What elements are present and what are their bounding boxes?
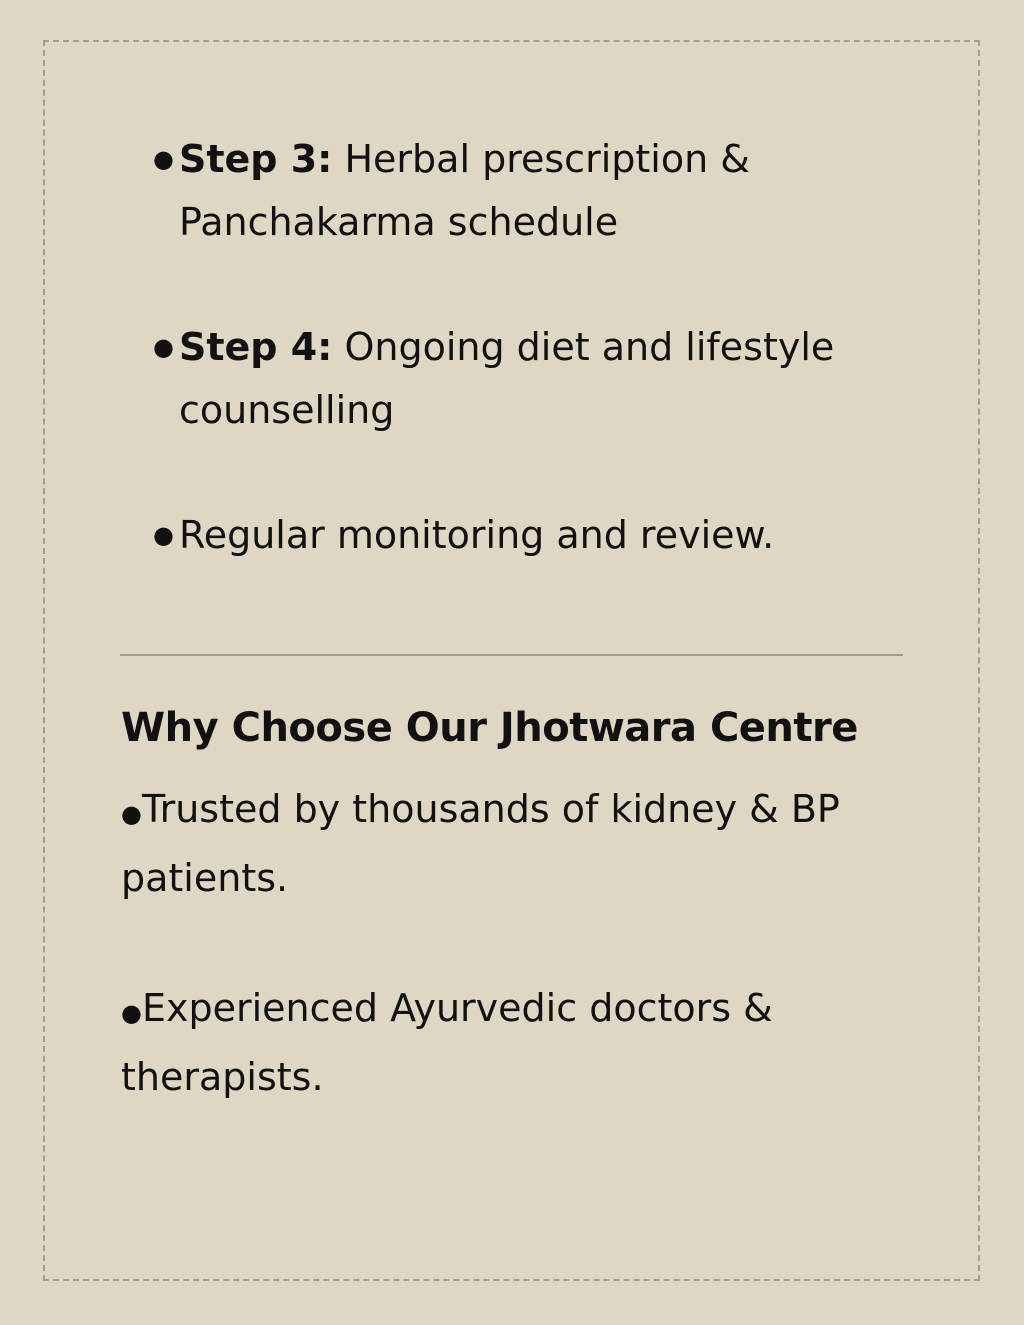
list-item-text: Experienced Ayurvedic doctors & therapists.	[121, 986, 773, 1099]
bullet-icon: ●	[153, 333, 174, 361]
list-item	[121, 976, 861, 1109]
list-item	[121, 777, 861, 910]
step-text: Regular monitoring and review.	[179, 513, 775, 557]
bullet-icon: ●	[121, 999, 142, 1027]
bullet-icon: ●	[121, 800, 142, 828]
list-item-text: Trusted by thousands of kidney & BP patients.	[121, 787, 840, 900]
bullet-icon: ●	[153, 145, 174, 173]
section-divider	[120, 654, 903, 656]
step-label: Step 4:	[179, 325, 333, 369]
bullet-icon: ●	[153, 521, 174, 549]
section-title: Why Choose Our Jhotwara Centre	[121, 705, 858, 751]
step-label: Step 3:	[179, 137, 333, 181]
step-item-monitoring	[153, 504, 853, 567]
step-item-3	[153, 128, 853, 254]
step-list	[153, 128, 853, 567]
why-choose-list	[121, 777, 861, 1109]
step-item-4	[153, 316, 853, 442]
step-text: Herbal prescription & Panchakarma schedule	[179, 137, 750, 244]
step-text: Ongoing diet and lifestyle counselling	[179, 325, 835, 432]
